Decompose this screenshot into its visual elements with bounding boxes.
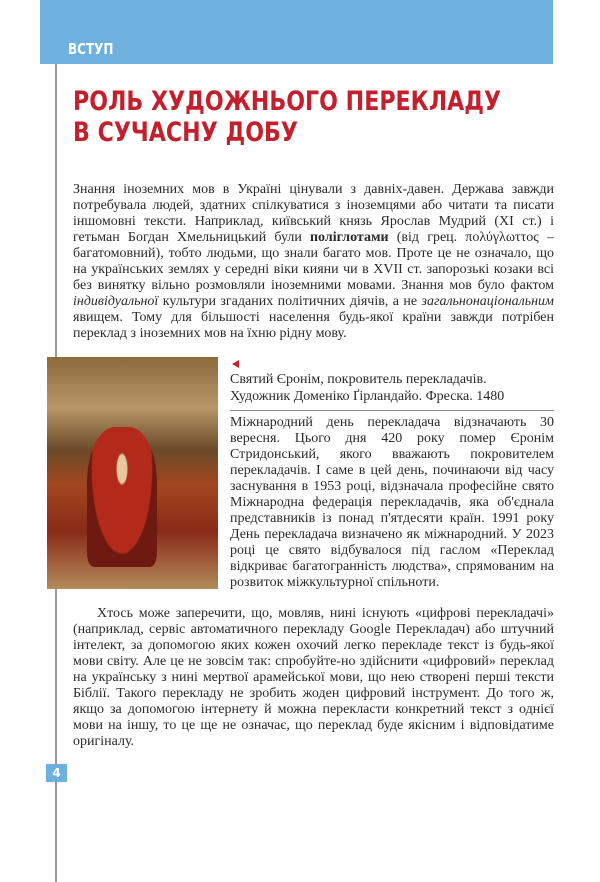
caption-line: Святий Єронім, покровитель перекладачів. — [230, 372, 487, 387]
figure-caption — [230, 371, 554, 405]
text-run: культури згаданих політичних діячів, а не — [158, 294, 422, 309]
text-run: явищем. Тому для більшості населення будь-якої країни завжди потрібен переклад з іноземних мов на їхню рідну мову. — [73, 310, 554, 341]
text-run: Знання іноземних мов в Україні цінували з давніх-давен. Держава завжди потребувала людей, здатних спілкуватися з іноземцями або читати та писати іншомовні тексти. Наприклад, київський князь Ярослав Мудрий (XI ст.) і гетьман Богдан Хмельницький були — [73, 182, 554, 245]
bold-term: поліглотами — [309, 230, 389, 245]
figure-side-column — [230, 357, 554, 591]
intro-paragraph — [73, 182, 554, 342]
saint-figure — [87, 427, 157, 567]
page-title-line-2: В СУЧАСНУ ДОБУ — [73, 117, 298, 148]
italic-term: загальнонаціональним — [421, 294, 554, 309]
page-title — [73, 86, 502, 148]
body-paragraph: Хтось може заперечити, що, мовляв, нині існують «цифрові перекладачі» (наприклад, сервіс автоматичного перекладу Google Перекладач) або штучний інтелект, за допомогою яких кожен охочий легко перекладе текст із будь-якої мови світу. Але це не зовсім так: спробуйте-но здійснити «цифровий» переклад на українську з нині мертвої арамейської мови, що нею створені перші тексти Біблії. Такого перекладу не зробить жоден цифровий інструмент. До того ж, якщо за допомогою інтернету й можна перекласти конкретний текст з однієї мови на іншу, то це ще не означає, що переклад буде якісним і відповідатиме оригіналу. — [73, 606, 554, 749]
sidebar-note: Міжнародний день перекладача відзначають 30 вересня. Цього дня 420 року помер Єронім Стридонський, якого вважають покровителем перекладачів. І саме в цей день, починаючи від часу заснування в 1953 році, відзначала професійне свято Міжнародна федерація перекладачів, яка об'єднала представників із понад п'ятдесяти країн. 1991 року День перекладача визначено як міжнародний. У 2023 році це свято відбувалося під гаслом «Переклад відкриває багатогранність людства», спрямованим на розвиток міжкультурної спільноти. — [230, 415, 554, 590]
caption-divider — [230, 410, 554, 411]
page-content — [52, 0, 554, 782]
caption-line: Художник Доменіко Ґірландайо. Фреска. 1480 — [230, 389, 505, 404]
italic-term: індивідуальної — [73, 294, 159, 309]
section-label: ВСТУП — [68, 40, 114, 58]
page-number: 4 — [46, 764, 67, 782]
figure-block — [47, 357, 554, 591]
caption-arrow-icon — [232, 360, 239, 368]
text-run: (від грец. πολύγλωττος – багатомовний), тобто людьми, що знали багато мов. Проте це не означало, що на українських землях у середні віки кияни чи в XVII ст. запорозькі козаки всі без винятку вільно розмовляли іноземними мовами. Знання мов було фактом — [73, 230, 554, 293]
page-title-line-1: РОЛЬ ХУДОЖНЬОГО ПЕРЕКЛАДУ — [73, 86, 502, 117]
fresco-image — [47, 357, 218, 589]
